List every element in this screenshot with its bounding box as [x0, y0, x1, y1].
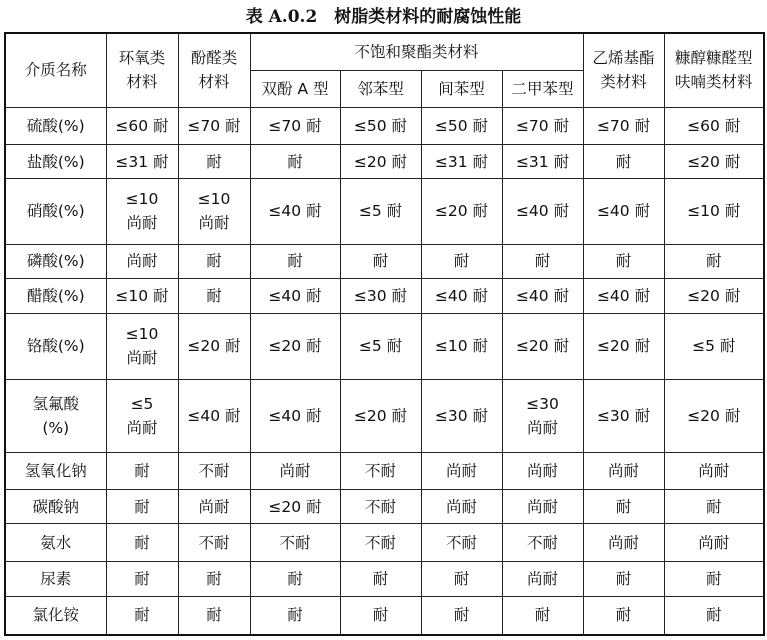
- table-cell: ≤20 耐: [664, 145, 764, 179]
- table-cell: 尚耐: [421, 489, 502, 524]
- table-cell: ≤31 耐: [502, 145, 583, 179]
- table-cell: ≤20 耐: [664, 379, 764, 452]
- table-cell: 耐: [421, 562, 502, 597]
- table-row: [5, 107, 764, 145]
- table-cell: ≤10 尚耐: [178, 178, 250, 244]
- table-cell: ≤10 耐: [421, 314, 502, 379]
- table-cell: 不耐: [250, 524, 340, 562]
- table-cell: 耐: [583, 145, 664, 179]
- row-medium-name: 盐酸(%): [5, 145, 106, 179]
- table-cell: ≤20 耐: [178, 314, 250, 379]
- table-cell: ≤20 耐: [421, 178, 502, 244]
- table-body: [5, 107, 764, 635]
- table-cell: ≤40 耐: [250, 379, 340, 452]
- table-cell: 不耐: [502, 524, 583, 562]
- table-cell: ≤20 耐: [664, 278, 764, 314]
- table-cell: ≤5 耐: [340, 314, 421, 379]
- table-cell: 耐: [106, 452, 178, 489]
- table-cell: 尚耐: [583, 452, 664, 489]
- table-row: [5, 145, 764, 179]
- table-cell: ≤30 耐: [583, 379, 664, 452]
- table-cell: 耐: [664, 245, 764, 279]
- table-cell: 耐: [583, 489, 664, 524]
- table-cell: 尚耐: [250, 452, 340, 489]
- header-unsaturated-polyester: 不饱和聚酯类材料: [250, 33, 583, 70]
- table-cell: 耐: [340, 596, 421, 635]
- table-cell: 尚耐: [502, 562, 583, 597]
- table-cell: 尚耐: [664, 524, 764, 562]
- table-cell: 不耐: [340, 452, 421, 489]
- table-cell: 耐: [178, 596, 250, 635]
- table-row: [5, 245, 764, 279]
- table-cell: ≤5 耐: [664, 314, 764, 379]
- table-cell: 耐: [583, 562, 664, 597]
- header-bisphenol-a: 双酚 A 型: [250, 70, 340, 107]
- table-cell: 耐: [664, 489, 764, 524]
- table-cell: 不耐: [178, 452, 250, 489]
- table-cell: ≤70 耐: [178, 107, 250, 145]
- table-cell: ≤30 耐: [421, 379, 502, 452]
- header-xylene: 二甲苯型: [502, 70, 583, 107]
- table-row: [5, 489, 764, 524]
- header-furan: 糠醇糠醛型 呋喃类材料: [664, 33, 764, 107]
- table-cell: ≤60 耐: [664, 107, 764, 145]
- header-phenolic: 酚醛类 材料: [178, 33, 250, 107]
- table-cell: 耐: [250, 145, 340, 179]
- table-cell: ≤31 耐: [106, 145, 178, 179]
- row-medium-name: 氢氟酸 (%): [5, 379, 106, 452]
- table-cell: ≤20 耐: [502, 314, 583, 379]
- table-cell: ≤20 耐: [250, 314, 340, 379]
- table-row: [5, 524, 764, 562]
- table-cell: 耐: [340, 562, 421, 597]
- table-cell: 耐: [502, 596, 583, 635]
- table-cell: 尚耐: [421, 452, 502, 489]
- table-cell: 耐: [178, 145, 250, 179]
- table-cell: ≤40 耐: [250, 178, 340, 244]
- table-cell: ≤50 耐: [340, 107, 421, 145]
- table-cell: ≤40 耐: [583, 178, 664, 244]
- row-medium-name: 尿素: [5, 562, 106, 597]
- table-cell: 不耐: [340, 524, 421, 562]
- table-cell: ≤10 耐: [664, 178, 764, 244]
- table-row: [5, 562, 764, 597]
- table-cell: 耐: [250, 596, 340, 635]
- table-cell: ≤30 耐: [340, 278, 421, 314]
- table-cell: ≤40 耐: [250, 278, 340, 314]
- table-cell: 尚耐: [583, 524, 664, 562]
- row-medium-name: 磷酸(%): [5, 245, 106, 279]
- table-cell: ≤70 耐: [502, 107, 583, 145]
- table-cell: 尚耐: [178, 489, 250, 524]
- header-epoxy: 环氧类 材料: [106, 33, 178, 107]
- table-cell: ≤20 耐: [250, 489, 340, 524]
- table-cell: ≤40 耐: [178, 379, 250, 452]
- table-cell: 耐: [178, 245, 250, 279]
- table-row: [5, 178, 764, 244]
- table-row: [5, 314, 764, 379]
- table-cell: 尚耐: [106, 245, 178, 279]
- row-medium-name: 醋酸(%): [5, 278, 106, 314]
- table-cell: ≤70 耐: [583, 107, 664, 145]
- table-cell: ≤10 耐: [106, 278, 178, 314]
- table-cell: ≤5 尚耐: [106, 379, 178, 452]
- header-iso: 间苯型: [421, 70, 502, 107]
- table-cell: 耐: [583, 245, 664, 279]
- row-medium-name: 铬酸(%): [5, 314, 106, 379]
- table-cell: 耐: [178, 278, 250, 314]
- table-cell: 耐: [664, 596, 764, 635]
- table-cell: 尚耐: [502, 452, 583, 489]
- table-cell: 耐: [106, 489, 178, 524]
- table-cell: ≤20 耐: [340, 379, 421, 452]
- table-cell: ≤40 耐: [502, 278, 583, 314]
- table-cell: 耐: [421, 245, 502, 279]
- table-cell: ≤40 耐: [421, 278, 502, 314]
- table-cell: ≤30 尚耐: [502, 379, 583, 452]
- table-cell: 耐: [664, 562, 764, 597]
- table-cell: 耐: [583, 596, 664, 635]
- table-cell: ≤31 耐: [421, 145, 502, 179]
- table-cell: 不耐: [178, 524, 250, 562]
- table-cell: ≤40 耐: [502, 178, 583, 244]
- header-vinyl-ester: 乙烯基酯 类材料: [583, 33, 664, 107]
- table-cell: ≤40 耐: [583, 278, 664, 314]
- table-row: [5, 452, 764, 489]
- table-cell: 尚耐: [664, 452, 764, 489]
- table-cell: 耐: [250, 562, 340, 597]
- header-ortho: 邻苯型: [340, 70, 421, 107]
- table-row: [5, 379, 764, 452]
- row-medium-name: 氯化铵: [5, 596, 106, 635]
- corrosion-resistance-table: [4, 32, 765, 636]
- table-cell: ≤20 耐: [340, 145, 421, 179]
- table-cell: 耐: [421, 596, 502, 635]
- table-cell: 耐: [502, 245, 583, 279]
- table-cell: 尚耐: [502, 489, 583, 524]
- row-medium-name: 氨水: [5, 524, 106, 562]
- table-cell: 耐: [106, 596, 178, 635]
- table-cell: ≤10 尚耐: [106, 314, 178, 379]
- table-row: [5, 596, 764, 635]
- row-medium-name: 硫酸(%): [5, 107, 106, 145]
- table-cell: 耐: [250, 245, 340, 279]
- table-cell: 不耐: [421, 524, 502, 562]
- table-cell: ≤50 耐: [421, 107, 502, 145]
- table-cell: ≤60 耐: [106, 107, 178, 145]
- table-cell: 耐: [178, 562, 250, 597]
- table-cell: ≤20 耐: [583, 314, 664, 379]
- table-cell: ≤10 尚耐: [106, 178, 178, 244]
- table-row: [5, 278, 764, 314]
- table-title: 表 A.0.2 树脂类材料的耐腐蚀性能: [245, 7, 522, 27]
- header-medium: 介质名称: [5, 33, 106, 107]
- table-cell: ≤5 耐: [340, 178, 421, 244]
- table-cell: 不耐: [340, 489, 421, 524]
- table-cell: ≤70 耐: [250, 107, 340, 145]
- row-medium-name: 碳酸钠: [5, 489, 106, 524]
- table-cell: 耐: [340, 245, 421, 279]
- row-medium-name: 硝酸(%): [5, 178, 106, 244]
- table-cell: 耐: [106, 524, 178, 562]
- row-medium-name: 氢氧化钠: [5, 452, 106, 489]
- table-cell: 耐: [106, 562, 178, 597]
